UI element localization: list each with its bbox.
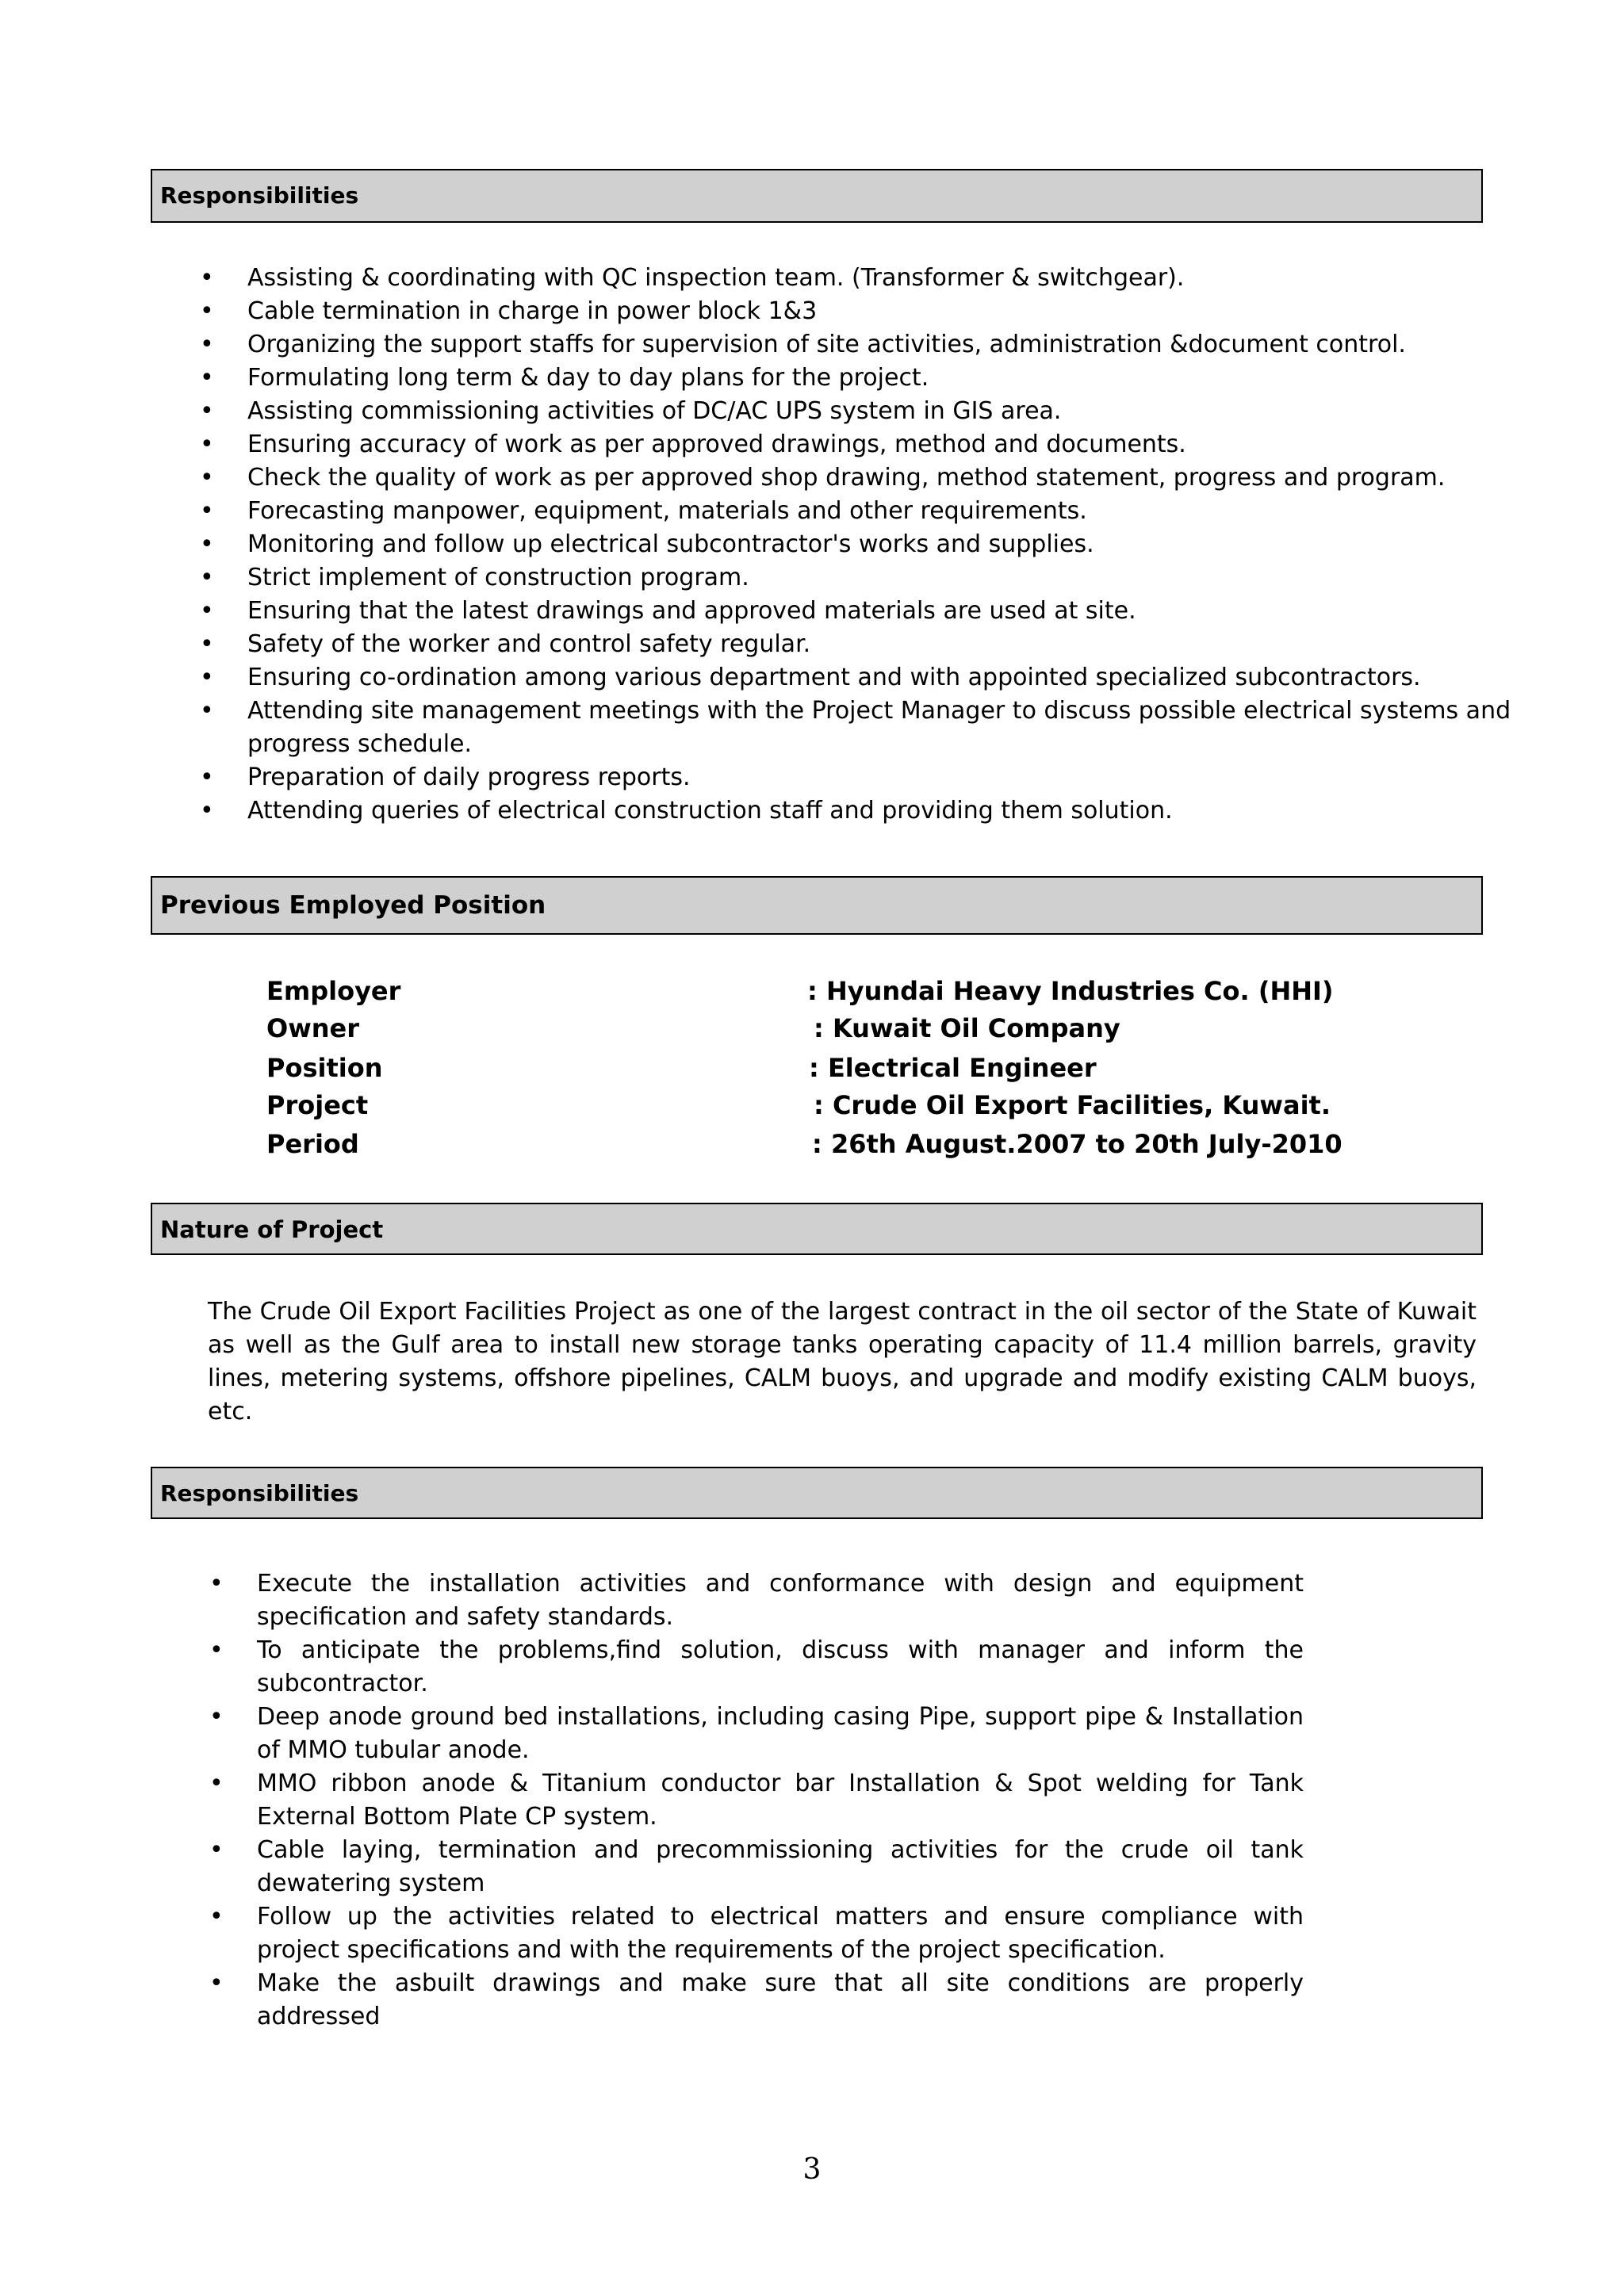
list-item: • Organizing the support staffs for supervision of site activities, administration &document control. [247,328,1532,362]
list-item: • Strict implement of construction program. [247,561,1532,595]
list-item: • Follow up the activities related to electrical matters and ensure compliance with project specifications and with the requirements of the project specification. [257,1900,1304,1967]
list-item: • Assisting & coordinating with QC inspection team. (Transformer & switchgear). [247,262,1532,295]
employer-label: Employer [266,976,401,1006]
previous-position-heading-box [151,876,1483,935]
responsibilities-heading-2: Responsibilities [160,1480,359,1506]
list-item: • Make the asbuilt drawings and make sure that all site conditions are properly addressed [257,1967,1304,2034]
list-item: • Assisting commissioning activities of DC/AC UPS system in GIS area. [247,395,1532,428]
owner-label: Owner [266,1013,360,1043]
list-item: • Ensuring that the latest drawings and approved materials are used at site. [247,595,1532,628]
responsibilities-list-2 [257,1567,1304,2034]
project-value: : Crude Oil Export Facilities, Kuwait. [814,1090,1331,1120]
owner-value: : Kuwait Oil Company [814,1013,1120,1043]
period-label: Period [266,1129,359,1159]
previous-position-heading: Previous Employed Position [160,891,546,920]
responsibilities-heading: Responsibilities [160,182,359,209]
list-item: • Execute the installation activities and conformance with design and equipment specification and safety standards. [257,1567,1304,1634]
position-value: : Electrical Engineer [809,1053,1097,1083]
responsibilities-heading-box-2 [151,1467,1483,1519]
list-item: • Preparation of daily progress reports. [247,761,1532,794]
page-number: 3 [802,2153,822,2186]
list-item: • Cable laying, termination and precommissioning activities for the crude oil tank dewatering system [257,1834,1304,1900]
list-item: • To anticipate the problems,find solution, discuss with manager and inform the subcontractor. [257,1634,1304,1701]
list-item: • Check the quality of work as per approved shop drawing, method statement, progress and program. [247,461,1532,495]
responsibilities-heading-box [151,169,1483,223]
list-item: • Deep anode ground bed installations, including casing Pipe, support pipe & Installation of MMO tubular anode. [257,1701,1304,1767]
list-item: • Ensuring co-ordination among various department and with appointed specialized subcontractors. [247,661,1532,695]
nature-heading: Nature of Project [160,1216,384,1243]
period-value: : 26th August.2007 to 20th July-2010 [812,1129,1342,1159]
list-item: • Cable termination in charge in power block 1&3 [247,295,1532,328]
list-item: • Attending queries of electrical construction staff and providing them solution. [247,794,1532,828]
nature-heading-box [151,1203,1483,1255]
employer-value: : Hyundai Heavy Industries Co. (HHI) [807,976,1334,1006]
list-item: • Formulating long term & day to day plans for the project. [247,362,1532,395]
list-item: • Monitoring and follow up electrical subcontractor's works and supplies. [247,528,1532,561]
list-item: • MMO ribbon anode & Titanium conductor bar Installation & Spot welding for Tank External Bottom Plate CP system. [257,1767,1304,1834]
list-item: • Safety of the worker and control safety regular. [247,628,1532,661]
responsibilities-list [247,262,1532,828]
nature-paragraph: The Crude Oil Export Facilities Project as one of the largest contract in the oil sector of the State of Kuwait as well as the Gulf area to install new storage tanks operating capacity of 11.4 million barrels, gravity lines, metering systems, offshore pipelines, CALM buoys, and upgrade and modify existing CALM buoys, etc. [208,1298,1477,1425]
project-label: Project [266,1090,369,1120]
position-label: Position [266,1053,383,1083]
list-item: • Forecasting manpower, equipment, materials and other requirements. [247,495,1532,528]
list-item: • Attending site management meetings with the Project Manager to discuss possible electrical systems and progress schedule. [247,695,1532,761]
list-item: • Ensuring accuracy of work as per approved drawings, method and documents. [247,428,1532,461]
